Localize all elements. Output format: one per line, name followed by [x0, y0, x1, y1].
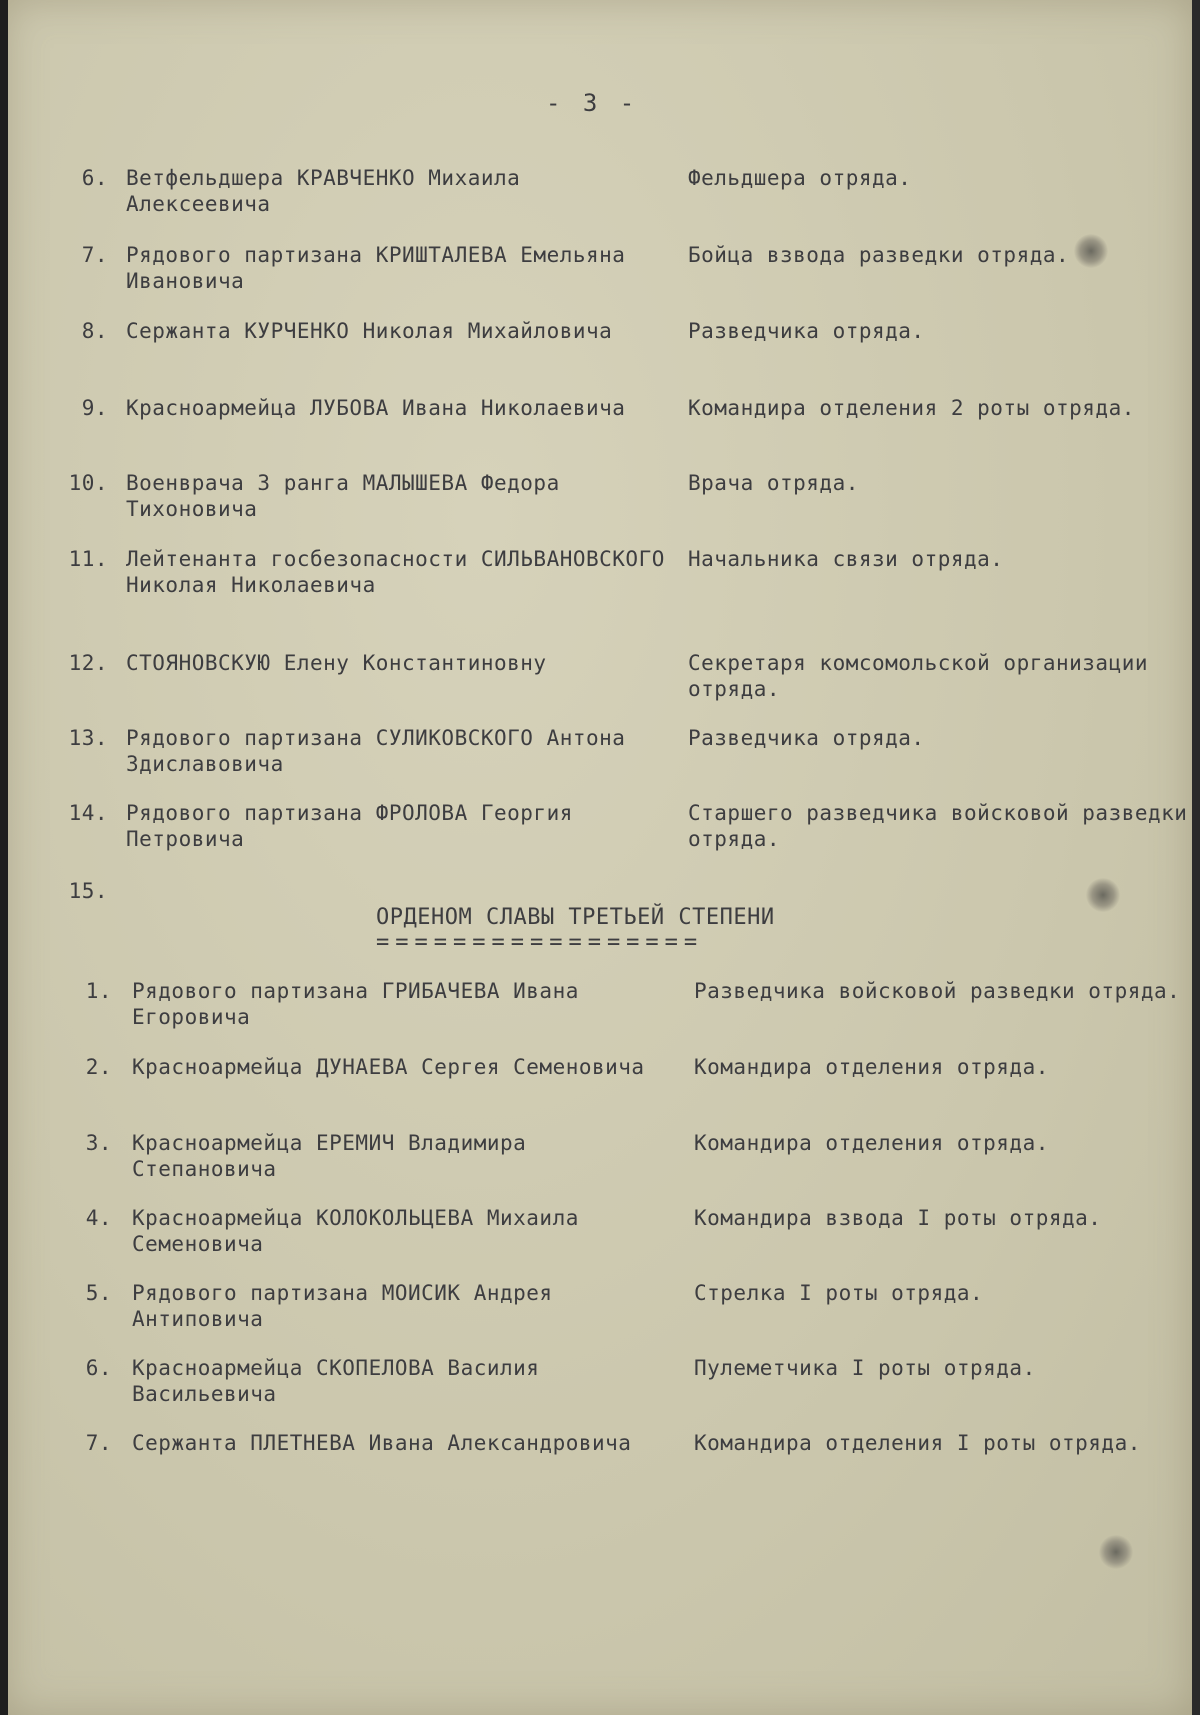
item-name: Рядового партизана ФРОЛОВА Георгия Петровича — [126, 801, 573, 851]
item-name: Красноармейца ДУНАЕВА Сергея Семеновича — [132, 1055, 645, 1079]
item-role: Командира отделения отряда. — [694, 1055, 1049, 1079]
section-heading: ОРДЕНОМ СЛАВЫ ТРЕТЬЕЙ СТЕПЕНИ — [376, 905, 775, 930]
item-number: 14. — [68, 801, 108, 825]
item-name: Красноармейца СКОПЕЛОВА Василия Васильевича — [132, 1356, 540, 1406]
item-role: Бойца взвода разведки отряда. — [688, 243, 1070, 267]
punch-hole — [1099, 1535, 1133, 1569]
item-number: 12. — [68, 651, 108, 675]
item-number: 2. — [85, 1055, 112, 1079]
item-role: Врача отряда. — [688, 471, 859, 495]
item-number: 15. — [68, 879, 108, 903]
item-role: Командира взвода I роты отряда. — [694, 1206, 1102, 1230]
item-name: Красноармейца ЕРЕМИЧ Владимира Степановича — [132, 1131, 527, 1181]
item-number: 7. — [85, 1431, 112, 1455]
item-role: Стрелка I роты отряда. — [694, 1281, 984, 1305]
item-number: 9. — [81, 396, 108, 420]
item-role: Фельдшера отряда. — [688, 166, 912, 190]
item-name: Лейтенанта госбезопасности СИЛЬВАНОВСКОГО Николая Николаевича — [126, 547, 665, 597]
item-number: 3. — [85, 1131, 112, 1155]
item-number: 5. — [85, 1281, 112, 1305]
item-name: Рядового партизана МОИСИК Андрея Антиповича — [132, 1281, 553, 1331]
item-number: 6. — [85, 1356, 112, 1380]
item-role: Разведчика отряда. — [688, 726, 925, 750]
item-name: Рядового партизана СУЛИКОВСКОГО Антона Здиславовича — [126, 726, 626, 776]
item-name: Рядового партизана КРИШТАЛЕВА Емельяна Ивановича — [126, 243, 626, 293]
item-role: Пулеметчика I роты отряда. — [694, 1356, 1036, 1380]
item-role: Разведчика отряда. — [688, 319, 925, 343]
item-role: Секретаря комсомольской организации отряда. — [688, 651, 1149, 701]
item-name: Ветфельдшера КРАВЧЕНКО Михаила Алексеевича — [126, 166, 521, 216]
item-role: Командира отделения I роты отряда. — [694, 1431, 1141, 1455]
item-role: Командира отделения 2 роты отряда. — [688, 396, 1135, 420]
item-name: СТОЯНОВСКУЮ Елену Константиновну — [126, 651, 547, 675]
item-number: 6. — [81, 166, 108, 190]
item-number: 4. — [85, 1206, 112, 1230]
item-role: Начальника связи отряда. — [688, 547, 1004, 571]
item-role: Разведчика войсковой разведки отряда. — [694, 979, 1181, 1003]
item-name: Рядового партизана ГРИБАЧЕВА Ивана Егоровича — [132, 979, 579, 1029]
item-number: 13. — [68, 726, 108, 750]
item-number: 10. — [68, 471, 108, 495]
item-number: 8. — [81, 319, 108, 343]
item-number: 11. — [68, 547, 108, 571]
document-page — [6, 0, 1192, 1715]
item-number: 1. — [85, 979, 112, 1003]
item-name: Сержанта ПЛЕТНЕВА Ивана Александровича — [132, 1431, 632, 1455]
heading-underline: ================= — [376, 930, 704, 955]
page-number: - 3 - — [546, 89, 639, 117]
punch-hole — [1086, 878, 1120, 912]
item-name: Военврача 3 ранга МАЛЫШЕВА Федора Тихоновича — [126, 471, 560, 521]
item-role: Старшего разведчика войсковой разведки отряда. — [688, 801, 1188, 851]
item-name: Красноармейца КОЛОКОЛЬЦЕВА Михаила Семеновича — [132, 1206, 579, 1256]
item-role: Командира отделения отряда. — [694, 1131, 1049, 1155]
item-name: Сержанта КУРЧЕНКО Николая Михайловича — [126, 319, 613, 343]
item-number: 7. — [81, 243, 108, 267]
torn-edge — [0, 0, 8, 1715]
item-name: Красноармейца ЛУБОВА Ивана Николаевича — [126, 396, 626, 420]
punch-hole — [1074, 234, 1108, 268]
